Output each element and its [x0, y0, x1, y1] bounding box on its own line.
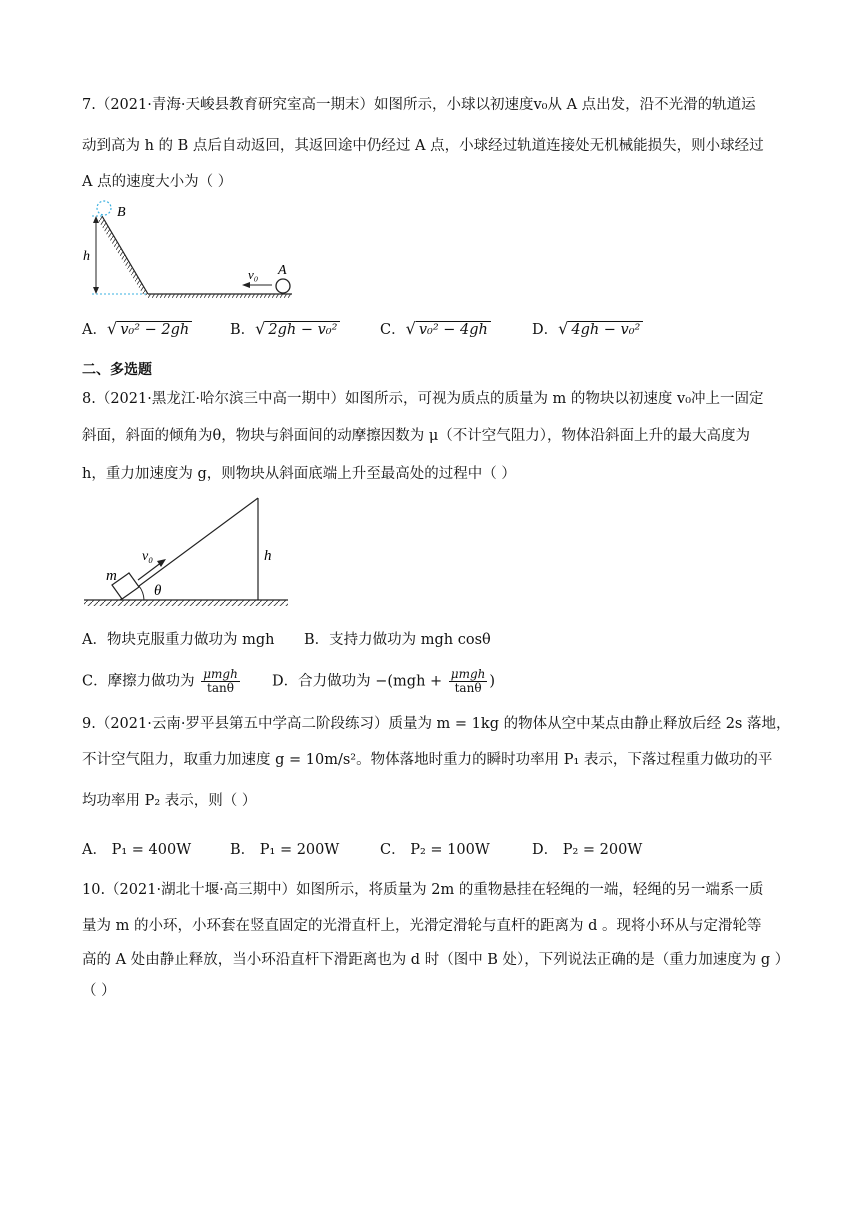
q8-line-2: 斜面，斜面的倾角为θ，物块与斜面间的动摩擦因数为 μ（不计空气阻力），物体沿斜面上升的最大高度为	[82, 428, 751, 444]
q8-option-c[interactable]: C．摩擦力做功为 $\frac{\text{μmgh}}{\tan\theta}$	[82, 667, 238, 696]
q9-option-c[interactable]: C． P₂ = 100W	[380, 842, 490, 858]
q8-label-m: m	[106, 568, 117, 584]
q7-option-d[interactable]: D．√ 4gh − v₀²	[532, 318, 643, 339]
q10-line-2: 量为 m 的小环，小环套在竖直固定的光滑直杆上，光滑定滑轮与直杆的距离为 d 。现将小环从与定滑轮等	[82, 918, 762, 934]
q8-label-theta: θ	[154, 583, 162, 599]
q8-option-b[interactable]: B．支持力做功为 mgh cosθ	[304, 632, 491, 648]
q7-line-3: A 点的速度大小为（ ）	[82, 174, 233, 190]
q9-option-b[interactable]: B． P₁ = 200W	[230, 842, 340, 858]
q7-label-h: h	[83, 249, 90, 264]
q8-line-3: h，重力加速度为 g，则物块从斜面底端上升至最高处的过程中（ ）	[82, 466, 516, 482]
q7-ball-at-B	[97, 201, 111, 215]
q7-option-a[interactable]: A．√ v₀² − 2gh	[82, 318, 192, 339]
q7-options	[82, 318, 802, 344]
q7-label-B: B	[117, 205, 126, 220]
q8-options-row-2	[82, 662, 802, 702]
q8-incline	[120, 498, 258, 600]
q9-line-1: 9.（2021·云南·罗平县第五中学高二阶段练习）质量为 m = 1kg 的物体从空中某点由静止释放后经 2s 落地，	[82, 716, 791, 732]
q8-angle-arc	[139, 586, 144, 600]
q8-option-d[interactable]: D．合力做功为 −(mgh + $\frac{\text{μmgh}}{\tan\theta}$ )	[272, 667, 496, 696]
q9-line-3: 均功率用 P₂ 表示，则（ ）	[82, 793, 257, 809]
q8-option-d-fraction: $\frac{\text{μmgh}}{\tan\theta}$	[450, 667, 486, 696]
q10-line-4: （ ）	[82, 983, 116, 999]
q7-ball-at-A	[276, 279, 290, 293]
q9-option-a[interactable]: A． P₁ = 400W	[82, 842, 192, 858]
q7-label-A: A	[278, 263, 287, 278]
q7-line-1: 7.（2021·青海·天峻县教育研究室高一期末）如图所示，小球以初速度v₀从 A 点出发，沿不光滑的轨道运	[82, 97, 756, 113]
q9-options	[82, 838, 802, 862]
q8-option-a[interactable]: A．物块克服重力做功为 mgh	[82, 632, 275, 648]
q8-option-c-fraction: $\frac{\text{μmgh}}{\tan\theta}$	[203, 667, 238, 696]
q9-line-2: 不计空气阻力，取重力加速度 g = 10m/s²。物体落地时重力的瞬时功率用 P₁ 表示，下落过程重力做功的平	[82, 752, 773, 768]
q9-option-d[interactable]: D． P₂ = 200W	[532, 842, 643, 858]
q10-line-1: 10.（2021·湖北十堰·高三期中）如图所示，将质量为 2m 的重物悬挂在轻绳的一端，轻绳的另一端系一质	[82, 882, 764, 898]
q7-line-2: 动到高为 h 的 B 点后自动返回，其返回途中仍经过 A 点，小球经过轨道连接处无机械能损失，则小球经过	[82, 138, 764, 154]
q8-label-h: h	[264, 548, 272, 564]
section-title-multiple-choice: 二、多选题	[82, 362, 152, 378]
q8-label-v0: v₀	[142, 549, 154, 564]
q8-line-1: 8.（2021·黑龙江·哈尔滨三中高一期中）如图所示，可视为质点的质量为 m 的物块以初速度 v₀冲上一固定	[82, 391, 764, 407]
q7-label-v0: v₀	[248, 267, 259, 282]
q7-figure	[80, 196, 300, 301]
q8-figure	[80, 494, 295, 610]
q7-option-b[interactable]: B．√ 2gh − v₀²	[230, 318, 340, 339]
q10-line-3: 高的 A 处由静止释放，当小环沿直杆下滑距离也为 d 时（图中 B 处），下列说法正确的是（重力加速度为 g ）	[82, 952, 790, 968]
q7-option-c[interactable]: C．√ v₀² − 4gh	[380, 318, 491, 339]
q8-options-row-1	[82, 628, 802, 652]
